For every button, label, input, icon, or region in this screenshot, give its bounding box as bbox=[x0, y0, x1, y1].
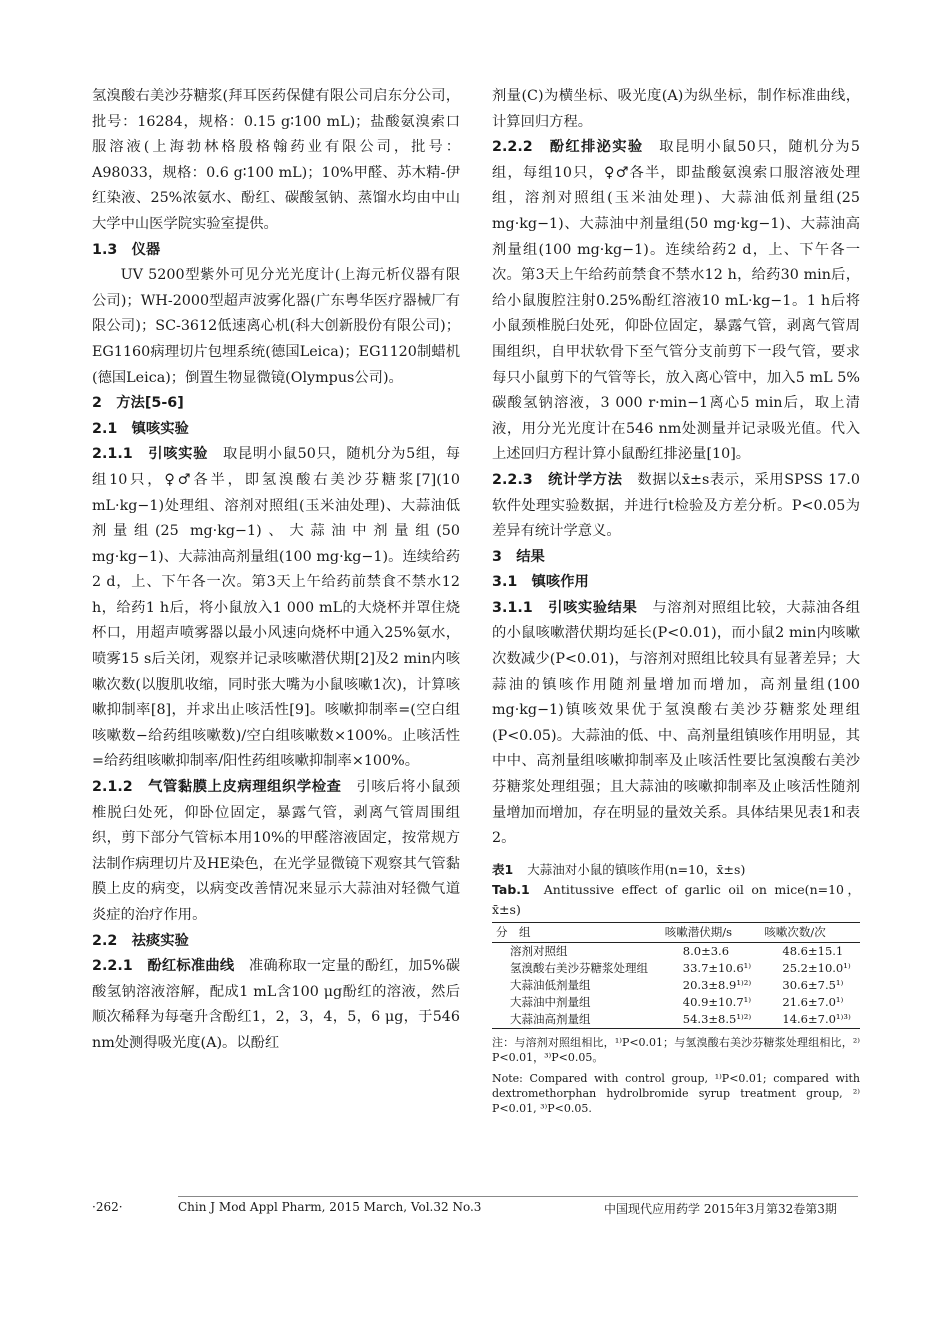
table-cell: 14.6±7.0¹⁾³⁾ bbox=[782, 1011, 851, 1026]
paragraph-text: 取昆明小鼠50只，随机分为5组，每组10只，♀♂各半，即盐酸氨溴索口服溶液处理组，溶剂对照组(玉米油处理)、大蒜油低剂量组(25 mg·kg−1)、大蒜油中剂量组(50 mg·kg−1)、大蒜油高剂量组(100 mg·kg−1)。连续给药2 d，上、下午各一次。第3天上午给药前禁食不禁水12 h，给药30 min后，给小鼠腹腔注射0.25%酚红溶液10 mL·kg−1。1 h后将小鼠颈椎脱臼处死，仰卧位固定，暴露气管，剥离气管周围组织，自甲状软骨下至气管分支前剪下一段气管，要求每只小鼠剪下的气管等长，放入离心管中，加入5 mL 5%碳酸氢钠溶液，3 000 r·min−1离心5 min后，取上清液，用分光光度计在546 nm处测量并记录吸光值。代入上述回归方程计算小鼠酚红排泌量[10]。 bbox=[492, 139, 860, 463]
paragraph: 剂量(C)为横坐标、吸光度(A)为纵坐标，制作标准曲线，计算回归方程。 bbox=[492, 88, 860, 130]
section-heading: 2 方法[5-6] bbox=[92, 395, 184, 412]
table-cell: 溶剂对照组 bbox=[510, 943, 568, 958]
paragraph-text: 与溶剂对照组比较，大蒜油各组的小鼠咳嗽潜伏期均延长(P<0.01)，而小鼠2 min内咳嗽次数减少(P<0.01)，与溶剂对照组比较具有显著差异；大蒜油的镇咳作用随剂量增加而增加，高剂量组(100 mg·kg−1)镇咳效果优于氢溴酸右美沙芬糖浆处理组(P<0.05)。大蒜油的低、中、高剂量组镇咳作用明显，其中中、高剂量组咳嗽抑制率及止咳活性要比氢溴酸右美沙芬糖浆处理组强；且大蒜油的咳嗽抑制率及止咳活性随剂量增加而增加，存在明显的量效关系。具体结果见表1和表2。 bbox=[492, 599, 861, 847]
table-row bbox=[492, 1011, 860, 1029]
table-cell: 54.3±8.5¹⁾²⁾ bbox=[682, 1011, 752, 1026]
table-cell: 大蒜油高剂量组 bbox=[510, 1011, 591, 1026]
left-column bbox=[92, 84, 460, 1057]
table-cell: 8.0±3.6 bbox=[682, 943, 730, 958]
table-1 bbox=[492, 860, 860, 1116]
paragraph-text: 准确称取一定量的酚红，加5%碳酸氢钠溶液溶解，配成1 mL含100 μg酚红的溶液，然后顺次稀释为每毫升含酚红1，2，3，4，5，6 μg，于546 nm处测得吸光度(A)。以酚红 bbox=[92, 958, 460, 1051]
table-cell: 20.3±8.9¹⁾²⁾ bbox=[682, 977, 752, 992]
subsection-heading: 2.1.2 气管黏膜上皮病理组织学检查 bbox=[92, 779, 342, 796]
column-header: 咳嗽次数/次 bbox=[764, 924, 826, 939]
table-caption-cn bbox=[492, 860, 860, 880]
section-heading: 2.2 祛痰实验 bbox=[92, 932, 189, 949]
column-header: 咳嗽潜伏期/s bbox=[664, 924, 733, 939]
table-cell: 33.7±10.6¹⁾ bbox=[682, 960, 752, 975]
table-header-row bbox=[492, 922, 860, 942]
paragraph-text: 取昆明小鼠50只，随机分为5组，每组10只，♀♂各半，即氢溴酸右美沙芬糖浆[7](10 mL·kg−1)处理组、溶剂对照组(玉米油处理)、大蒜油低剂量组(25 mg·kg−1)、大蒜油中剂量组(50 mg·kg−1)、大蒜油高剂量组(100 mg·kg−1)。连续给药2 d，上、下午各一次。第3天上午给药前禁食不禁水12 h，给药1 h后，将小鼠放入1 000 mL的大烧杯并罩住烧杯口，用超声喷雾器以最小风速向烧杯中通入25%氨水，喷雾15 s后关闭，观察并记录咳嗽潜伏期[2]及2 min内咳嗽次数(以腹肌收缩，同时张大嘴为小鼠咳嗽1次)，计算咳嗽抑制率[8]，并求出止咳活性[9]。咳嗽抑制率=(空白组咳嗽数−给药组咳嗽数)/空白组咳嗽数×100%。止咳活性=给药组咳嗽抑制率/阳性药组咳嗽抑制率×100%。 bbox=[92, 446, 460, 770]
table-note-en: Note: Compared with control group, ¹⁾P<0.01; compared with dextromethorphan hydrolbromide syrup treatment group, ²⁾P<0.01, ³⁾P<0.05. bbox=[492, 1071, 860, 1115]
paragraph-text: 数据以x̄±s表示，采用SPSS 17.0软件处理实验数据，并进行t检验及方差分析。P<0.05为差异有统计学意义。 bbox=[492, 471, 860, 540]
data-table bbox=[492, 922, 860, 1029]
table-cell: 氢溴酸右美沙芬糖浆处理组 bbox=[510, 960, 648, 975]
paragraph bbox=[92, 442, 460, 775]
footer-divider bbox=[178, 1196, 858, 1197]
table-cell: 大蒜油低剂量组 bbox=[510, 977, 591, 992]
table-row bbox=[492, 942, 860, 960]
table-label: 表1 bbox=[492, 861, 514, 877]
paragraph bbox=[492, 468, 860, 545]
table-caption-en bbox=[492, 880, 860, 920]
right-column bbox=[492, 84, 860, 1116]
table-row bbox=[492, 960, 860, 977]
table-label: Tab.1 bbox=[492, 881, 530, 897]
table-row bbox=[492, 994, 860, 1011]
paragraph bbox=[492, 596, 860, 852]
page-number: ·262· bbox=[92, 1200, 123, 1214]
subsection-heading: 2.1.1 引咳实验 bbox=[92, 446, 209, 463]
paragraph: UV 5200型紫外可见分光光度计(上海元析仪器有限公司)；WH-2000型超声波雾化器(广东粤华医疗器械厂有限公司)；SC-3612低速离心机(科大创新股份有限公司)；EG1160病理切片包埋系统(德国Leica)；EG1120制蜡机(德国Leica)；倒置生物显微镜(Olympus公司)。 bbox=[92, 267, 460, 386]
paragraph-text: 引咳后将小鼠颈椎脱臼处死，仰卧位固定，暴露气管，剥离气管周围组织，剪下部分气管标本用10%的甲醛溶液固定，按常规方法制作病理切片及HE染色，在光学显微镜下观察其气管黏膜上皮的病变，以病变改善情况来显示大蒜油对轻微气道炎症的治疗作用。 bbox=[92, 779, 461, 923]
table-cell: 30.6±7.5¹⁾ bbox=[782, 977, 844, 992]
subsection-heading: 2.2.2 酚红排泌实验 bbox=[492, 139, 644, 156]
paragraph: 氢溴酸右美沙芬糖浆(拜耳医药保健有限公司启东分公司，批号：16284，规格：0.15 g∶100 mL)；盐酸氨溴索口服溶液(上海勃林格殷格翰药业有限公司，批号：A98033，规格：0.6 g∶100 mL)；10%甲醛、苏木精-伊红染液、25%浓氨水、酚红、碳酸氢钠、蒸馏水均由中山大学中山医学院实验室提供。 bbox=[92, 88, 460, 232]
table-note-cn: 注：与溶剂对照组相比，¹⁾P<0.01；与氢溴酸右美沙芬糖浆处理组相比，²⁾P<0.01，³⁾P<0.05。 bbox=[492, 1035, 860, 1064]
section-heading: 2.1 镇咳实验 bbox=[92, 420, 189, 437]
journal-name-cn: 中国现代应用药学 2015年3月第32卷第3期 bbox=[604, 1202, 837, 1216]
column-header: 分 组 bbox=[496, 924, 531, 939]
table-cell: 大蒜油中剂量组 bbox=[510, 994, 591, 1009]
table-title: 大蒜油对小鼠的镇咳作用(n=10，x̄±s) bbox=[527, 861, 746, 877]
paragraph bbox=[92, 775, 460, 929]
section-heading: 3 结果 bbox=[492, 548, 545, 565]
subsection-heading: 3.1.1 引咳实验结果 bbox=[492, 599, 638, 616]
journal-name-en: Chin J Mod Appl Pharm, 2015 March, Vol.32 No.3 bbox=[178, 1200, 482, 1214]
paragraph bbox=[92, 954, 460, 1056]
table-title: Antitussive effect of garlic oil on mice(n=10，x̄±s) bbox=[492, 881, 860, 917]
subsection-heading: 2.2.1 酚红标准曲线 bbox=[92, 958, 235, 975]
paragraph bbox=[492, 135, 860, 468]
table-cell: 21.6±7.0¹⁾ bbox=[782, 994, 844, 1009]
table-cell: 48.6±15.1 bbox=[782, 943, 844, 958]
section-heading: 3.1 镇咳作用 bbox=[492, 574, 589, 591]
table-cell: 40.9±10.7¹⁾ bbox=[682, 994, 752, 1009]
table-row bbox=[492, 977, 860, 994]
table-cell: 25.2±10.0¹⁾ bbox=[782, 960, 851, 975]
section-heading: 1.3 仪器 bbox=[92, 241, 161, 258]
subsection-heading: 2.2.3 统计学方法 bbox=[492, 471, 623, 488]
